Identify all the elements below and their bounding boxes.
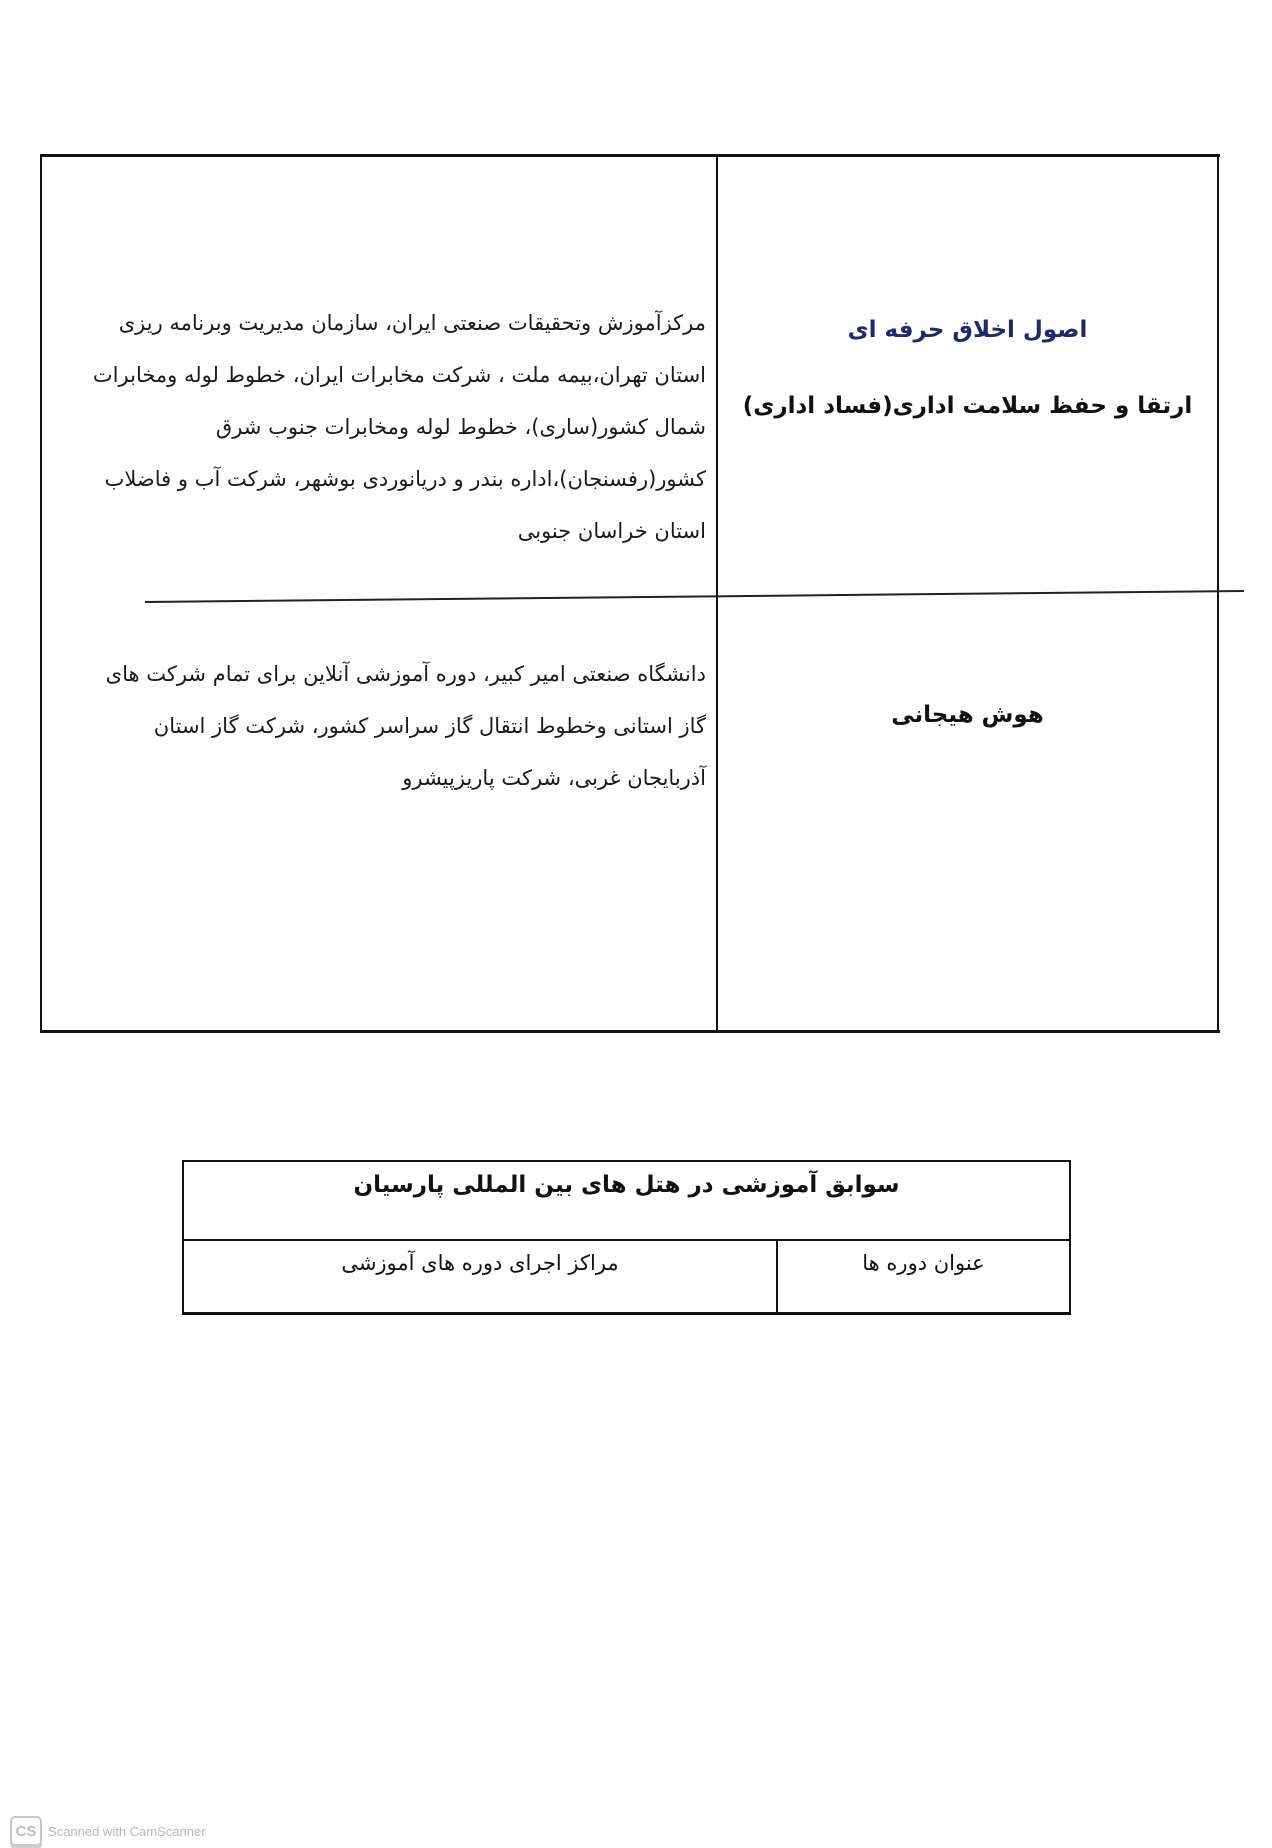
table2-title-cell bbox=[184, 1162, 1069, 1239]
camscanner-text: Scanned with CamScanner bbox=[48, 1823, 206, 1839]
centers-line: شمال کشور(ساری)، خطوط لوله ومخابرات جنوب شرق bbox=[215, 415, 706, 439]
table2-header-course-titles bbox=[778, 1241, 1069, 1312]
row1-course-cell bbox=[718, 157, 1217, 597]
course-title-professional-ethics: اصول اخلاق حرفه ای bbox=[847, 317, 1088, 343]
header-training-centers: مراکز اجرای دوره های آموزشی bbox=[341, 1251, 619, 1275]
table2-title: سوابق آموزشی در هتل های بین المللی پارسیان bbox=[353, 1172, 900, 1198]
centers-line: دانشگاه صنعتی امیر کبیر، دوره آموزشی آنلاین برای تمام شرکت های bbox=[105, 662, 706, 686]
course-title-administrative-health: ارتقا و حفظ سلامت اداری(فساد اداری) bbox=[742, 393, 1193, 419]
centers-line: استان خراسان جنوبی bbox=[517, 519, 706, 543]
table2-border-right bbox=[1069, 1160, 1071, 1315]
centers-line: آذربایجان غربی، شرکت پاریزپیشرو bbox=[402, 766, 706, 790]
centers-line: کشور(رفسنجان)،اداره بندر و دریانوردی بوشهر، شرکت آب و فاضلاب bbox=[104, 467, 706, 491]
centers-line: گاز استانی وخطوط انتقال گاز سراسر کشور، شرکت گاز استان bbox=[153, 714, 706, 738]
course-title-emotional-intelligence: هوش هیجانی bbox=[891, 702, 1044, 728]
row2-course-cell bbox=[718, 600, 1217, 1030]
row1-centers-cell bbox=[42, 157, 706, 597]
table2-border-bottom bbox=[182, 1312, 1071, 1315]
camscanner-logo-icon: CS bbox=[10, 1816, 42, 1846]
table1-border-right bbox=[1217, 154, 1219, 1033]
camscanner-watermark bbox=[10, 1816, 206, 1846]
header-course-titles: عنوان دوره ها bbox=[862, 1251, 985, 1275]
table1-border-bottom bbox=[40, 1030, 1220, 1033]
centers-line: استان تهران،بیمه ملت ، شرکت مخابرات ایران، خطوط لوله ومخابرات bbox=[92, 363, 706, 387]
centers-line: مرکزآموزش وتحقیقات صنعتی ایران، سازمان مدیریت وبرنامه ریزی bbox=[118, 311, 706, 335]
row2-centers-cell bbox=[42, 600, 706, 1030]
table2-header-training-centers bbox=[184, 1241, 776, 1312]
